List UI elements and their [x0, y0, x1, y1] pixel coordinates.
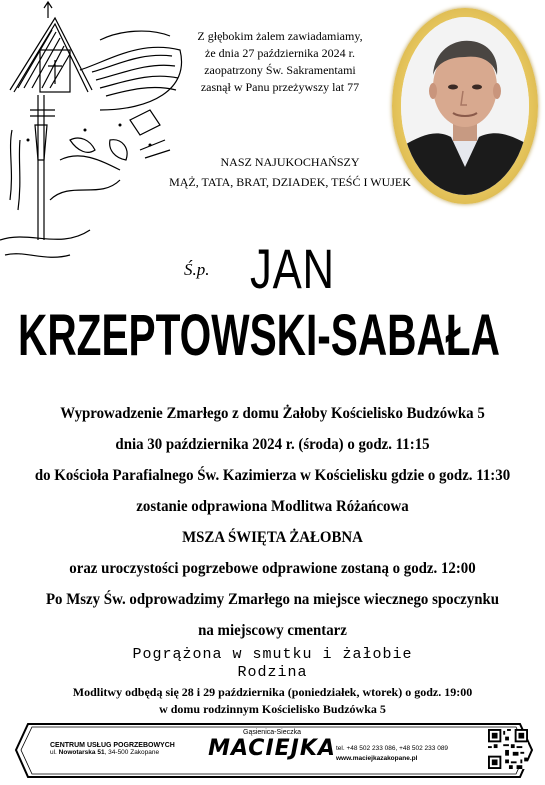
- funeral-details: [0, 398, 545, 646]
- intro-line: Z głębokim żalem zawiadamiamy,: [197, 29, 363, 43]
- details-line: MSZA ŚWIĘTA ŻAŁOBNA: [182, 529, 363, 546]
- intro-line: zaopatrzony Św. Sakramentami: [204, 63, 356, 77]
- deceased-last-name: KRZEPTOWSKI-SABAŁA: [18, 303, 500, 368]
- family-relation-text: [150, 152, 430, 192]
- funeral-home-name: CENTRUM USŁUG POGRZEBOWYCH: [50, 742, 175, 749]
- deceased-first-name: JAN: [250, 237, 335, 300]
- prayers-line: Modlitwy odbędą się 28 i 29 października (poniedziałek, wtorek) o godz. 19:00: [72, 685, 473, 699]
- details-line: dnia 30 października 2024 r. (środa) o godz. 11:15: [115, 436, 430, 453]
- sp-abbreviation: Ś.p.: [184, 260, 210, 279]
- details-line: zostanie odprawiona Modlitwa Różańcowa: [136, 498, 409, 515]
- funeral-home-street: ul. Nowotarska 51, 34-500 Zakopane: [50, 749, 160, 756]
- funeral-home-address: [50, 742, 175, 756]
- website-link[interactable]: www.maciejkazakopane.pl: [336, 755, 418, 762]
- details-line: oraz uroczystości pogrzebowe odprawione zostaną o godz. 12:00: [69, 560, 476, 577]
- details-line: Wyprowadzenie Zmarłego z domu Żałoby Kościelisko Budzówka 5: [60, 405, 485, 422]
- prayers-info: [0, 684, 545, 718]
- intro-line: że dnia 27 października 2024 r.: [205, 46, 355, 60]
- mourning-signature: [0, 646, 545, 682]
- mourning-family: Rodzina: [237, 664, 308, 681]
- family-line: MĄŻ, TATA, BRAT, DZIADEK, TEŚĆ I WUJEK: [169, 175, 411, 189]
- intro-line: zasnął w Panu przeżywszy lat 77: [200, 80, 360, 94]
- prayers-line: w domu rodzinnym Kościelisko Budzówka 5: [159, 702, 386, 716]
- details-line: na miejscowy cmentarz: [198, 622, 347, 639]
- phone-numbers: tel. +48 502 233 086, +48 502 233 089: [336, 745, 449, 752]
- details-line: do Kościoła Parafialnego Św. Kazimierza w Kościelisku gdzie o godz. 11:30: [34, 467, 511, 484]
- details-line: Po Mszy Św. odprowadzimy Zmarłego na miejsce wiecznego spoczynku: [45, 591, 500, 608]
- qr-code-icon: [488, 729, 528, 769]
- logo-text: MACIEJKA: [208, 736, 336, 761]
- funeral-home-footer: [14, 722, 534, 779]
- family-line: NASZ NAJUKOCHAŃSZY: [220, 155, 360, 169]
- logo-subtitle: Gąsienica-Sieczka: [243, 729, 301, 736]
- mourning-line: Pogrążona w smutku i żałobie: [132, 646, 413, 663]
- death-announcement-intro: [170, 28, 390, 96]
- funeral-home-logo: [192, 729, 352, 761]
- funeral-home-contact: [336, 744, 448, 764]
